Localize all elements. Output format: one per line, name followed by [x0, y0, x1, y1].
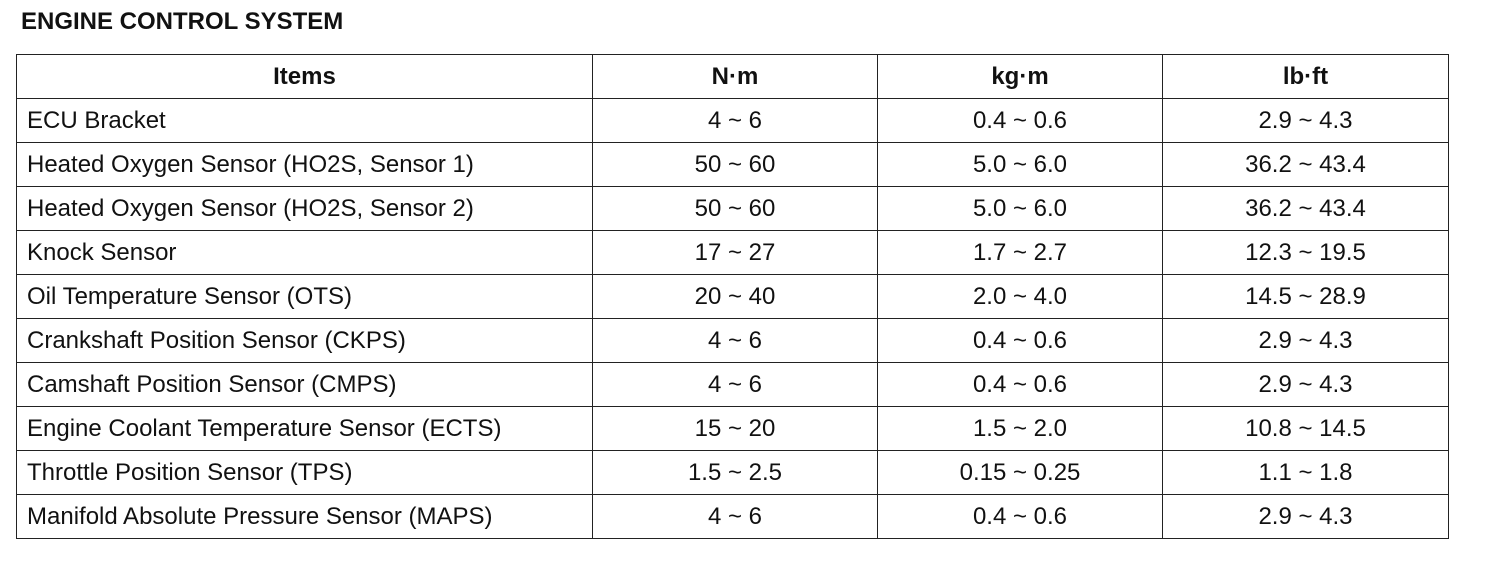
cell-nm: 1.5 ~ 2.5 — [593, 451, 878, 495]
cell-item: Camshaft Position Sensor (CMPS) — [17, 363, 593, 407]
cell-kgm: 0.4 ~ 0.6 — [878, 319, 1163, 363]
cell-nm: 20 ~ 40 — [593, 275, 878, 319]
cell-kgm: 1.5 ~ 2.0 — [878, 407, 1163, 451]
cell-nm: 50 ~ 60 — [593, 143, 878, 187]
cell-lbft: 10.8 ~ 14.5 — [1163, 407, 1449, 451]
table-row — [17, 495, 1449, 539]
cell-kgm: 0.4 ~ 0.6 — [878, 99, 1163, 143]
cell-nm: 50 ~ 60 — [593, 187, 878, 231]
cell-lbft: 36.2 ~ 43.4 — [1163, 143, 1449, 187]
cell-item: Engine Coolant Temperature Sensor (ECTS) — [17, 407, 593, 451]
cell-item: Heated Oxygen Sensor (HO2S, Sensor 2) — [17, 187, 593, 231]
cell-nm: 4 ~ 6 — [593, 99, 878, 143]
cell-item: Knock Sensor — [17, 231, 593, 275]
cell-lbft: 2.9 ~ 4.3 — [1163, 363, 1449, 407]
cell-nm: 4 ~ 6 — [593, 319, 878, 363]
cell-kgm: 5.0 ~ 6.0 — [878, 187, 1163, 231]
cell-lbft: 36.2 ~ 43.4 — [1163, 187, 1449, 231]
cell-kgm: 0.4 ~ 0.6 — [878, 363, 1163, 407]
table-row — [17, 143, 1449, 187]
header-items: Items — [17, 55, 593, 99]
cell-lbft: 12.3 ~ 19.5 — [1163, 231, 1449, 275]
cell-lbft: 14.5 ~ 28.9 — [1163, 275, 1449, 319]
cell-lbft: 2.9 ~ 4.3 — [1163, 319, 1449, 363]
table-row — [17, 99, 1449, 143]
page-title: ENGINE CONTROL SYSTEM — [21, 8, 344, 35]
table-row — [17, 407, 1449, 451]
header-kgm: kg·m — [878, 55, 1163, 99]
cell-lbft: 2.9 ~ 4.3 — [1163, 99, 1449, 143]
table-header-row — [17, 55, 1449, 99]
cell-lbft: 2.9 ~ 4.3 — [1163, 495, 1449, 539]
cell-item: ECU Bracket — [17, 99, 593, 143]
table-row — [17, 231, 1449, 275]
table-row — [17, 187, 1449, 231]
cell-lbft: 1.1 ~ 1.8 — [1163, 451, 1449, 495]
table-row — [17, 451, 1449, 495]
table-row — [17, 319, 1449, 363]
table-row — [17, 275, 1449, 319]
cell-nm: 17 ~ 27 — [593, 231, 878, 275]
cell-nm: 4 ~ 6 — [593, 363, 878, 407]
table-row — [17, 363, 1449, 407]
cell-item: Throttle Position Sensor (TPS) — [17, 451, 593, 495]
cell-item: Oil Temperature Sensor (OTS) — [17, 275, 593, 319]
cell-kgm: 1.7 ~ 2.7 — [878, 231, 1163, 275]
cell-kgm: 0.15 ~ 0.25 — [878, 451, 1163, 495]
cell-item: Heated Oxygen Sensor (HO2S, Sensor 1) — [17, 143, 593, 187]
header-nm: N·m — [593, 55, 878, 99]
torque-spec-table — [16, 54, 1449, 539]
cell-kgm: 0.4 ~ 0.6 — [878, 495, 1163, 539]
cell-item: Crankshaft Position Sensor (CKPS) — [17, 319, 593, 363]
header-lbft: lb·ft — [1163, 55, 1449, 99]
cell-kgm: 2.0 ~ 4.0 — [878, 275, 1163, 319]
cell-nm: 4 ~ 6 — [593, 495, 878, 539]
cell-nm: 15 ~ 20 — [593, 407, 878, 451]
cell-item: Manifold Absolute Pressure Sensor (MAPS) — [17, 495, 593, 539]
cell-kgm: 5.0 ~ 6.0 — [878, 143, 1163, 187]
